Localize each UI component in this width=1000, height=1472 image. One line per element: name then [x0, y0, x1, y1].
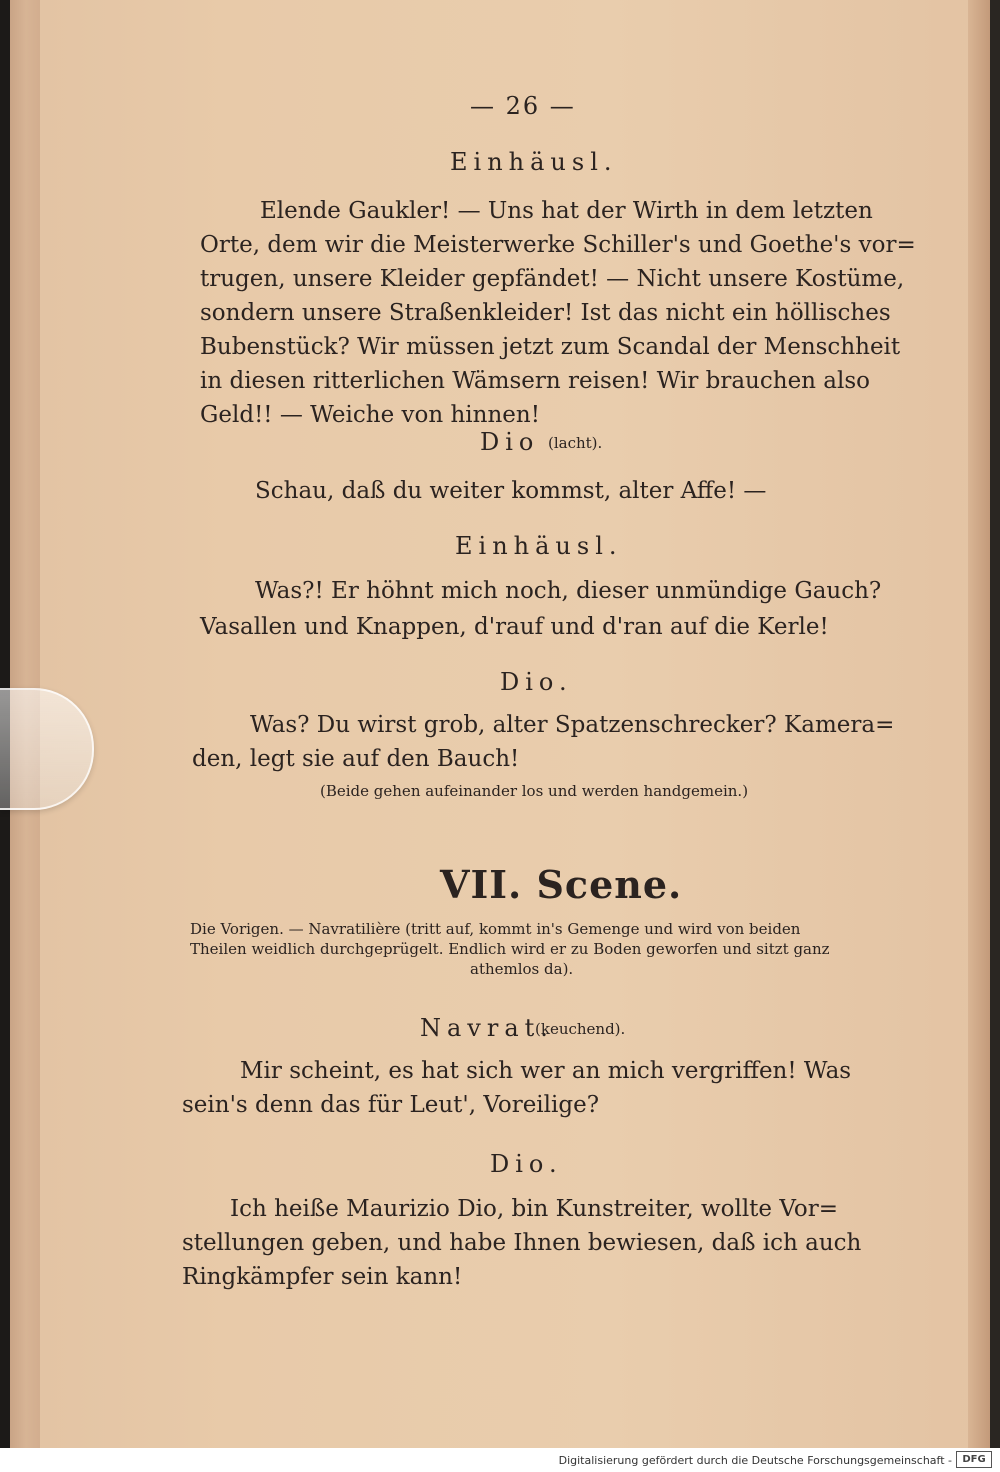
stage-direction: Theilen weidlich durchgeprügelt. Endlich wird er zu Boden geworfen und sitzt ganz	[190, 940, 830, 958]
text-line: stellungen geben, und habe Ihnen bewiesen, daß ich auch	[182, 1230, 862, 1256]
text-line: den, legt sie auf den Bauch!	[192, 746, 520, 772]
text-line: Ringkämpfer sein kann!	[182, 1264, 463, 1290]
stage-direction: (keuchend).	[535, 1020, 626, 1038]
speaker-name: Einhäusl.	[455, 532, 623, 560]
text-line: sein's denn das für Leut', Voreilige?	[182, 1092, 600, 1118]
text-line: in diesen ritterlichen Wämsern reisen! Wir brauchen also	[200, 368, 871, 394]
text-line: trugen, unsere Kleider gepfändet! — Nicht unsere Kostüme,	[200, 266, 905, 292]
stage-direction: athemlos da).	[470, 960, 574, 978]
dfg-logo-icon: DFG	[956, 1451, 992, 1468]
speaker-name: Dio.	[500, 668, 573, 696]
text-line: Elende Gaukler! — Uns hat der Wirth in dem letzten	[260, 198, 873, 224]
text-line: Was? Du wirst grob, alter Spatzenschrecker? Kamera=	[250, 712, 895, 738]
text-line: Orte, dem wir die Meisterwerke Schiller's und Goethe's vor=	[200, 232, 916, 258]
stage-direction: (Beide gehen aufeinander los und werden handgemein.)	[320, 782, 749, 800]
stage-direction: (lacht).	[548, 434, 603, 452]
footer-credit: Digitalisierung gefördert durch die Deutsche Forschungsgemeinschaft -	[558, 1454, 952, 1467]
stage-direction: Die Vorigen. — Navratilière (tritt auf, kommt in's Gemenge und wird von beiden	[190, 920, 801, 938]
text-line: sondern unsere Straßenkleider! Ist das nicht ein höllisches	[200, 300, 891, 326]
page-gutter	[968, 0, 990, 1448]
text-line: Ich heiße Maurizio Dio, bin Kunstreiter, wollte Vor=	[230, 1196, 838, 1222]
speaker-name: Dio.	[490, 1150, 563, 1178]
footer-bar	[0, 1448, 1000, 1472]
text-line: Bubenstück? Wir müssen jetzt zum Scandal der Menschheit	[200, 334, 901, 360]
speaker-name: Dio	[480, 428, 540, 456]
text-line: Schau, daß du weiter kommst, alter Affe! —	[255, 478, 767, 504]
text-line: Mir scheint, es hat sich wer an mich vergriffen! Was	[240, 1058, 852, 1084]
speaker-name: Navrat.	[420, 1014, 554, 1042]
book-page	[40, 0, 990, 1448]
text-line: Geld!! — Weiche von hinnen!	[200, 402, 540, 428]
page-number: — 26 —	[470, 92, 576, 120]
text-line: Vasallen und Knappen, d'rauf und d'ran auf die Kerle!	[200, 614, 829, 640]
speaker-name: Einhäusl.	[450, 148, 618, 176]
text-line: Was?! Er höhnt mich noch, dieser unmündige Gauch?	[255, 578, 882, 604]
scene-heading: VII. Scene.	[440, 862, 683, 907]
